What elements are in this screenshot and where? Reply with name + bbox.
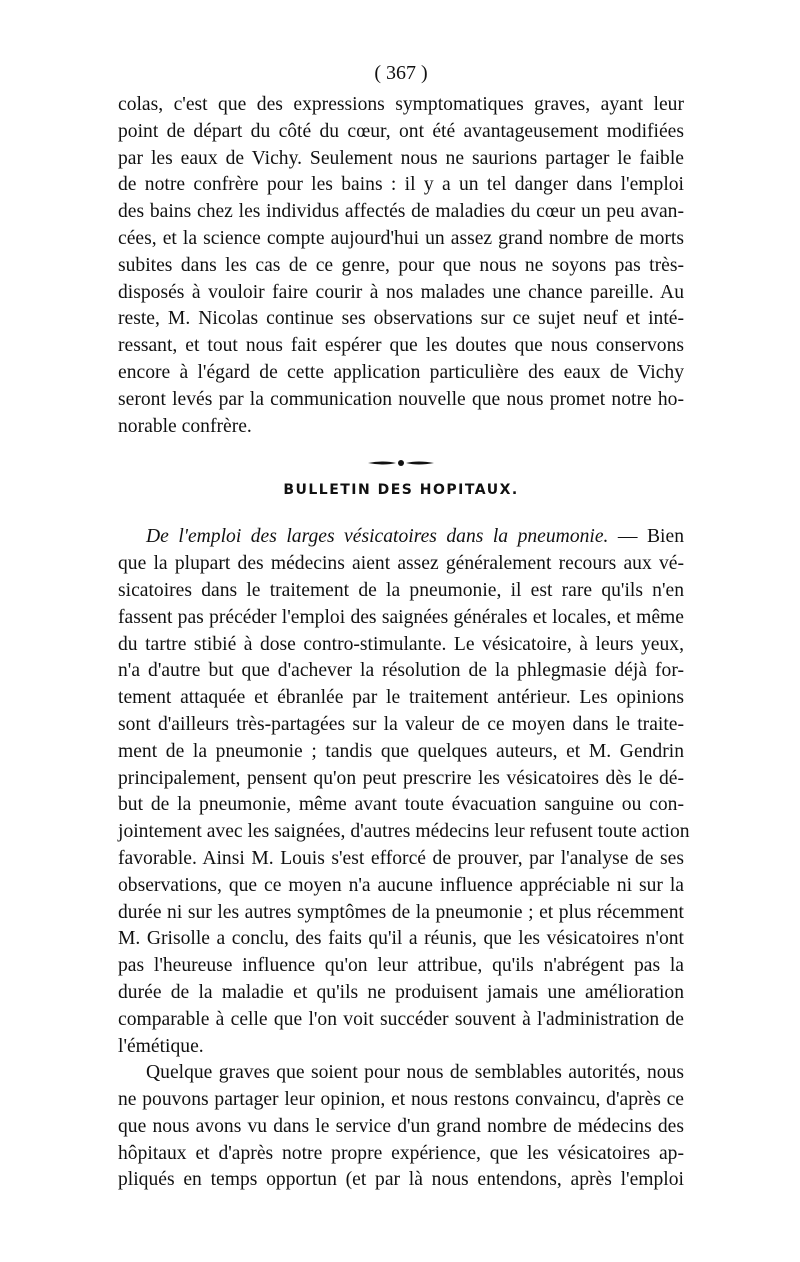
text-line: cées, et la science compte aujourd'hui un assez grand nombre de morts xyxy=(118,227,684,249)
text-line: sicatoires dans le traitement de la pneumonie, il est rare qu'ils n'en xyxy=(118,579,684,601)
title-continuation: — Bien xyxy=(608,526,684,548)
text-line: jointement avec les saignées, d'autres médecins leur refusent toute action xyxy=(118,821,690,843)
text-line: par les eaux de Vichy. Seulement nous ne saurions partager le faible xyxy=(118,147,684,169)
text-line: tement attaquée et ébranlée par le traitement antérieur. Les opinions xyxy=(118,687,684,709)
page-number: ( 367 ) xyxy=(374,62,428,84)
text-line: ressant, et tout nous fait espérer que les doutes que nous conservons xyxy=(118,335,684,357)
text-line: n'a d'autre but que d'achever la résolution de la phlegmasie déjà for- xyxy=(118,660,684,682)
text-line: M. Grisolle a conclu, des faits qu'il a réunis, que les vésicatoires n'ont xyxy=(118,928,684,950)
text-line: que la plupart des médecins aient assez généralement recours aux vé- xyxy=(118,553,684,575)
text-line: pas l'heureuse influence qu'on leur attribue, qu'ils n'abrégent pas la xyxy=(118,955,684,977)
text-line: sont d'ailleurs très-partagées sur la valeur de ce moyen dans le traite- xyxy=(118,713,684,735)
book-page xyxy=(118,58,690,1194)
text-line: reste, M. Nicolas continue ses observations sur ce sujet neuf et inté- xyxy=(118,308,684,330)
text-line: que nous avons vu dans le service d'un grand nombre de médecins des xyxy=(118,1115,684,1137)
article-paragraph xyxy=(118,1060,684,1194)
text-line: du tartre stibié à dose contro-stimulante. Le vésicatoire, à leurs yeux, xyxy=(118,633,684,655)
article-title: De l'emploi des larges vésicatoires dans la pneumonie. xyxy=(146,526,609,548)
text-line: ne pouvons partager leur opinion, et nous restons convaincu, d'après ce xyxy=(118,1089,684,1111)
text-line: l'émétique. xyxy=(118,1035,204,1057)
text-line: durée ni sur les autres symptômes de la pneumonie ; et plus récemment xyxy=(118,901,684,923)
text-line: observations, que ce moyen n'a aucune influence appréciable ni sur la xyxy=(118,874,684,896)
text-line: hôpitaux et d'après notre propre expérience, que les vésicatoires ap- xyxy=(118,1142,684,1164)
text-line: comparable à celle que l'on voit succéder souvent à l'administration de xyxy=(118,1008,684,1030)
text-line: disposés à vouloir faire courir à nos malades une chance pareille. Au xyxy=(118,281,684,303)
text-line: colas, c'est que des expressions symptomatiques graves, ayant leur xyxy=(118,94,684,115)
text-line xyxy=(118,524,684,551)
text-line: principalement, pensent qu'on peut prescrire les vésicatoires dès le dé- xyxy=(118,767,684,789)
text-line: favorable. Ainsi M. Louis s'est efforcé de prouver, par l'analyse de ses xyxy=(118,847,684,869)
text-line: seront levés par la communication nouvelle que nous promet notre ho- xyxy=(118,388,684,410)
text-line: point de départ du côté du cœur, ont été avantageusement modifiées xyxy=(118,120,684,142)
article-paragraph xyxy=(118,524,690,1060)
text-line: des bains chez les individus affectés de maladies du cœur un peu avan- xyxy=(118,201,684,223)
intro-paragraph xyxy=(118,92,684,440)
section-heading: BULLETIN DES HOPITAUX. xyxy=(283,482,519,499)
text-line: ment de la pneumonie ; tandis que quelques auteurs, et M. Gendrin xyxy=(118,740,684,762)
flourish-divider-icon xyxy=(366,459,436,467)
ornamental-separator xyxy=(118,458,684,468)
text-line: de notre confrère pour les bains : il y a un tel danger dans l'emploi xyxy=(118,174,684,196)
text-line: but de la pneumonie, même avant toute évacuation sanguine ou con- xyxy=(118,794,684,816)
text-line: norable confrère. xyxy=(118,415,252,437)
text-line: pliqués en temps opportun (et par là nous entendons, après l'emploi xyxy=(118,1169,684,1191)
text-line: fassent pas précéder l'emploi des saignées générales et locales, et même xyxy=(118,606,684,628)
text-line: encore à l'égard de cette application particulière des eaux de Vichy xyxy=(118,361,684,383)
text-line: Quelque graves que soient pour nous de semblables autorités, nous xyxy=(146,1062,684,1084)
text-line: subites dans les cas de ce genre, pour que nous ne soyons pas très- xyxy=(118,254,684,276)
text-line: durée de la maladie et qu'ils ne produisent jamais une amélioration xyxy=(118,981,684,1003)
